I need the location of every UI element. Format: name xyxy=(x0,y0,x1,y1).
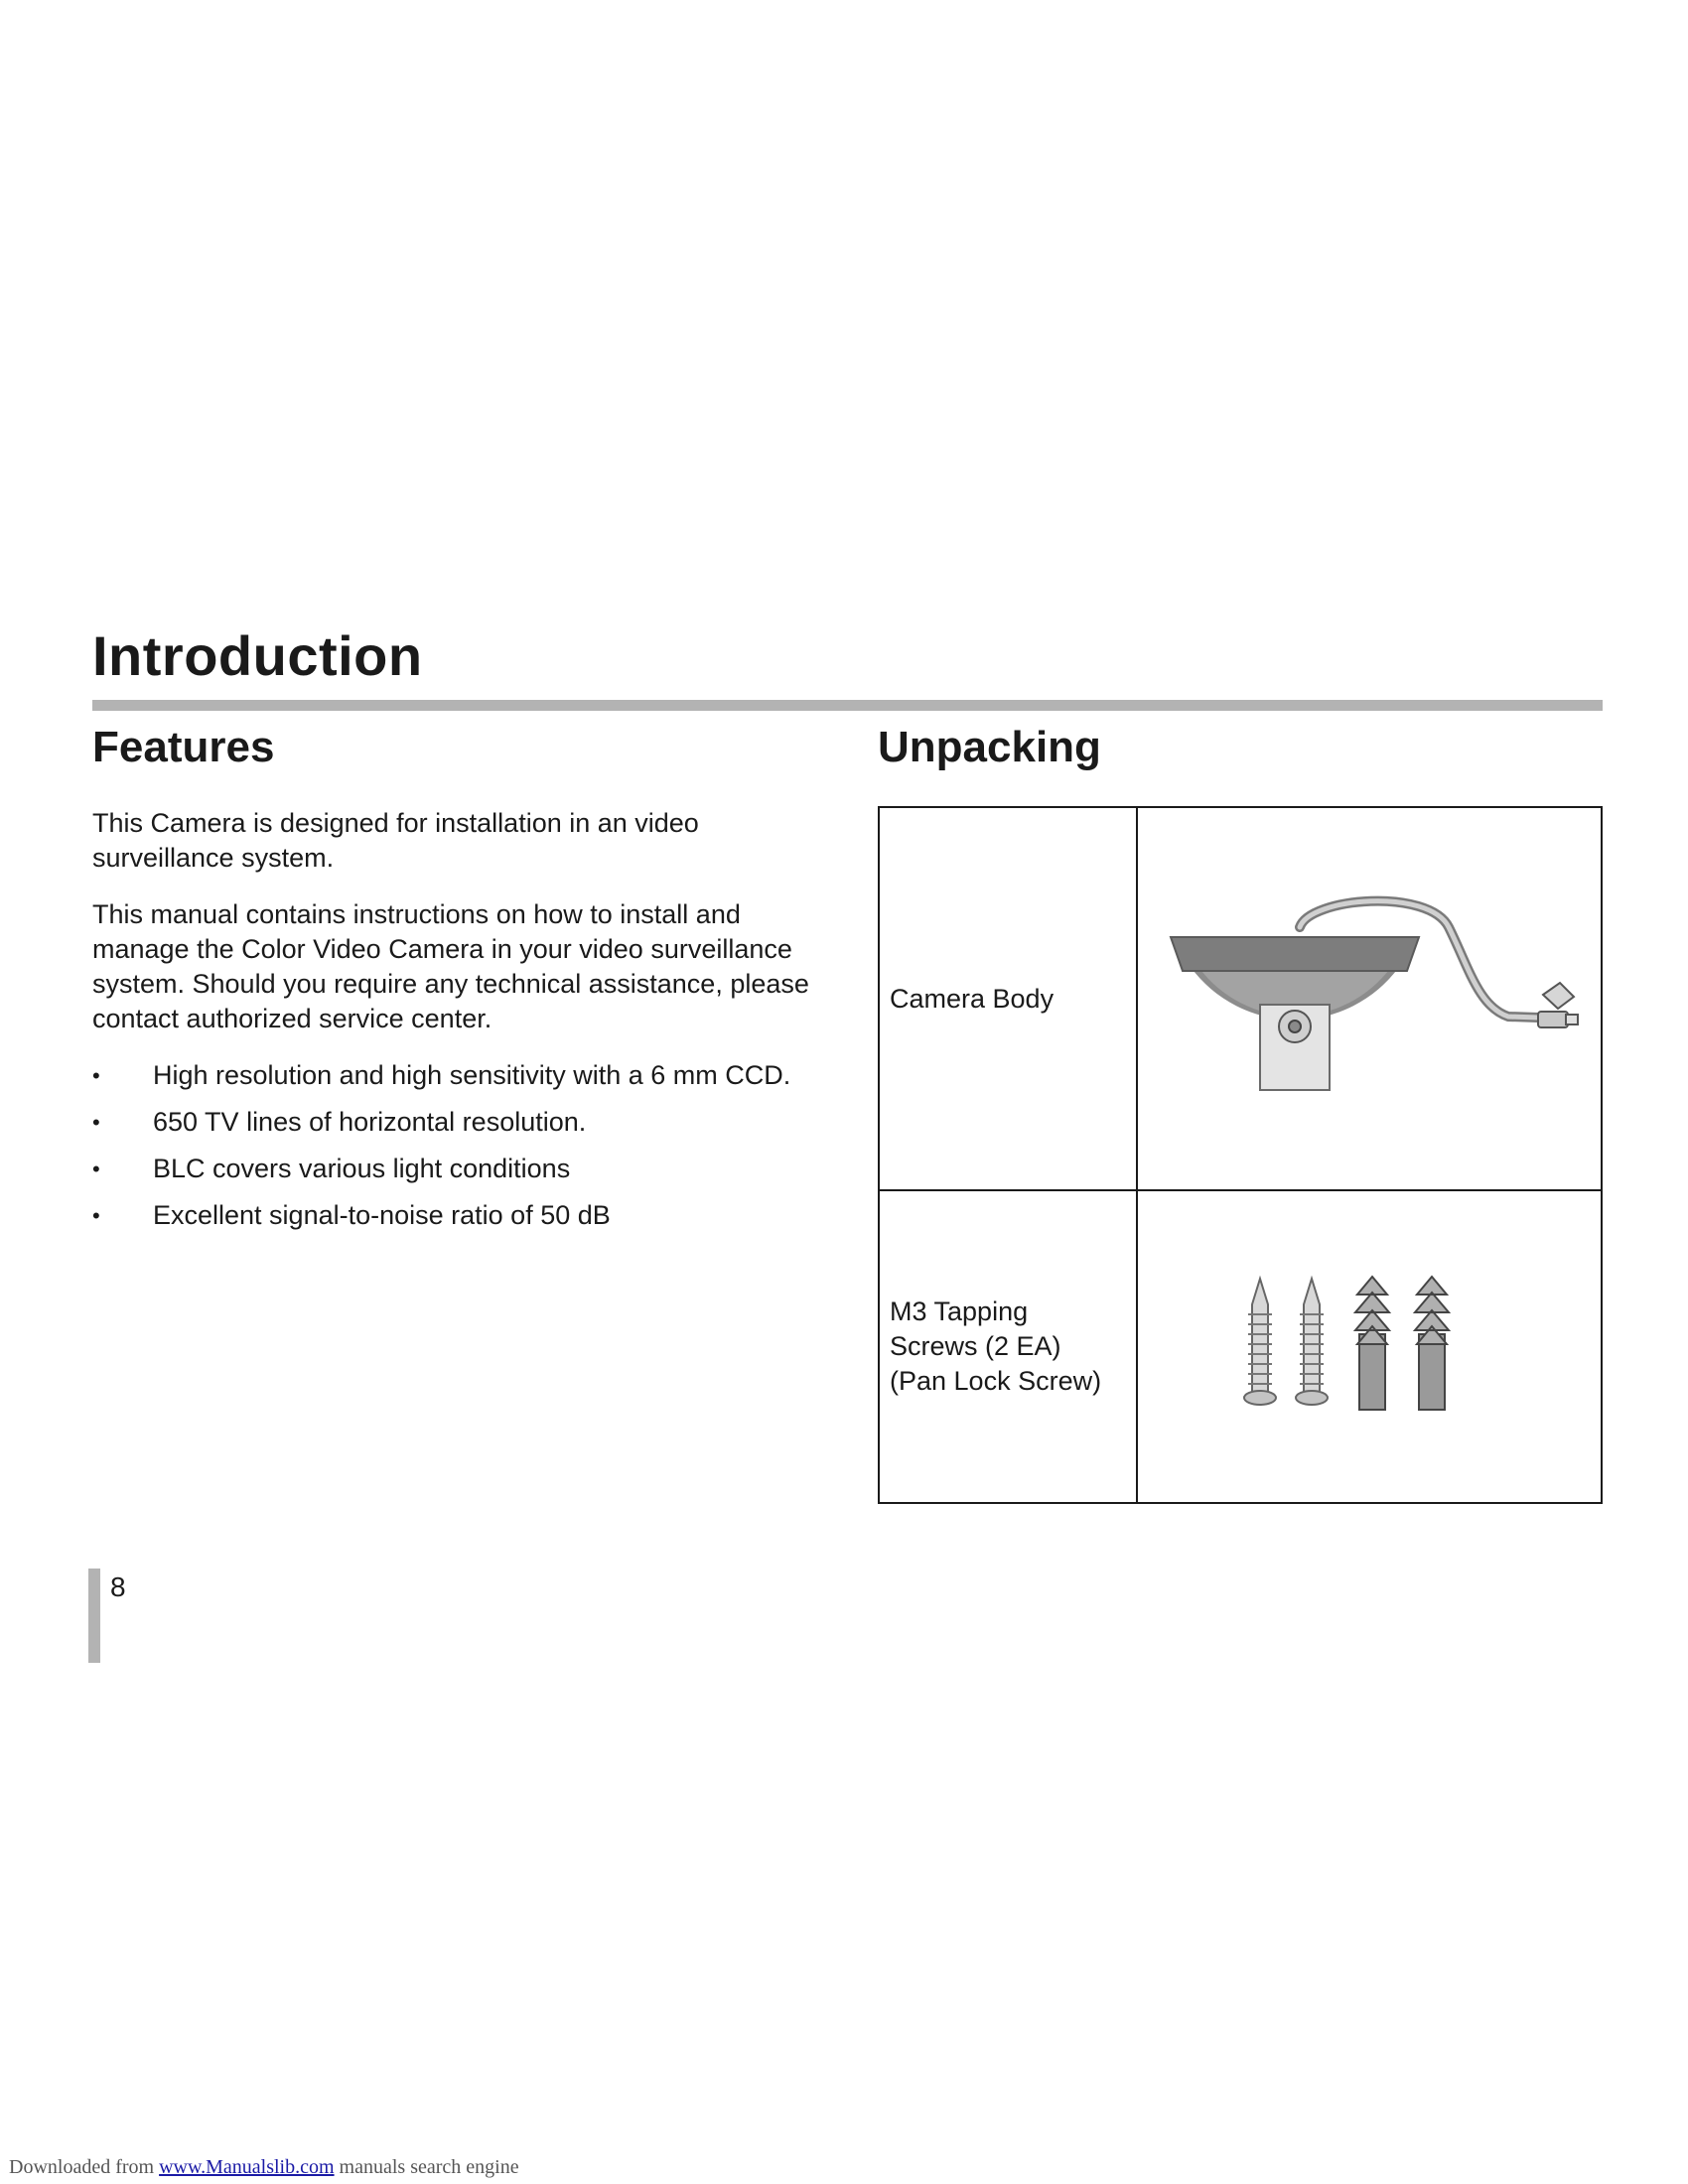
screws-label xyxy=(879,1190,1137,1503)
page-title: Introduction xyxy=(92,624,423,687)
page-marker xyxy=(88,1569,100,1663)
list-item xyxy=(92,1105,827,1140)
camera-body-label: Camera Body xyxy=(879,807,1137,1190)
footer-suffix: manuals search engine xyxy=(334,2156,519,2178)
screws-label-line-1: M3 Tapping xyxy=(890,1297,1029,1326)
screws-image-cell xyxy=(1137,1190,1602,1503)
dome-camera-icon xyxy=(1151,887,1588,1106)
unpacking-table xyxy=(878,806,1603,1504)
page-number: 8 xyxy=(110,1571,126,1602)
bullet-icon: • xyxy=(92,1157,100,1181)
manualslib-link[interactable]: www.Manualslib.com xyxy=(159,2156,335,2178)
screw-icon xyxy=(1244,1279,1276,1405)
table-row xyxy=(879,807,1602,1190)
list-item xyxy=(92,1152,827,1186)
camera-body-image-cell xyxy=(1137,807,1602,1190)
wall-anchor-icon xyxy=(1355,1277,1389,1410)
list-item-text: High resolution and high sensitivity with a 6 mm CCD. xyxy=(153,1060,791,1090)
features-body xyxy=(92,806,827,1245)
list-item-text: 650 TV lines of horizontal resolution. xyxy=(153,1107,587,1137)
bullet-icon: • xyxy=(92,1063,100,1088)
list-item-text: Excellent signal-to-noise ratio of 50 dB xyxy=(153,1200,611,1230)
features-list xyxy=(92,1058,827,1233)
table-row xyxy=(879,1190,1602,1503)
unpacking-heading: Unpacking xyxy=(878,723,1101,771)
title-rule xyxy=(92,700,1603,711)
list-item xyxy=(92,1198,827,1233)
features-paragraph-1: This Camera is designed for installation in an video surveillance system. xyxy=(92,808,699,873)
footer-prefix: Downloaded from xyxy=(9,2156,160,2178)
screws-label-line-3: (Pan Lock Screw) xyxy=(890,1366,1102,1396)
wall-anchor-icon xyxy=(1415,1277,1449,1410)
download-footer xyxy=(9,2156,519,2179)
screw-icon xyxy=(1296,1279,1328,1405)
bullet-icon: • xyxy=(92,1203,100,1228)
bullet-icon: • xyxy=(92,1110,100,1135)
features-paragraph-2: This manual contains instructions on how to install and manage the Color Video Camera in your video surveillance system. Should you require any technical assistance, please contact authorized service center. xyxy=(92,899,809,1033)
features-heading: Features xyxy=(92,723,275,771)
screws-label-line-2: Screws (2 EA) xyxy=(890,1331,1061,1361)
screws-and-anchors-icon xyxy=(1220,1275,1518,1414)
list-item-text: BLC covers various light conditions xyxy=(153,1154,571,1183)
list-item xyxy=(92,1058,827,1093)
